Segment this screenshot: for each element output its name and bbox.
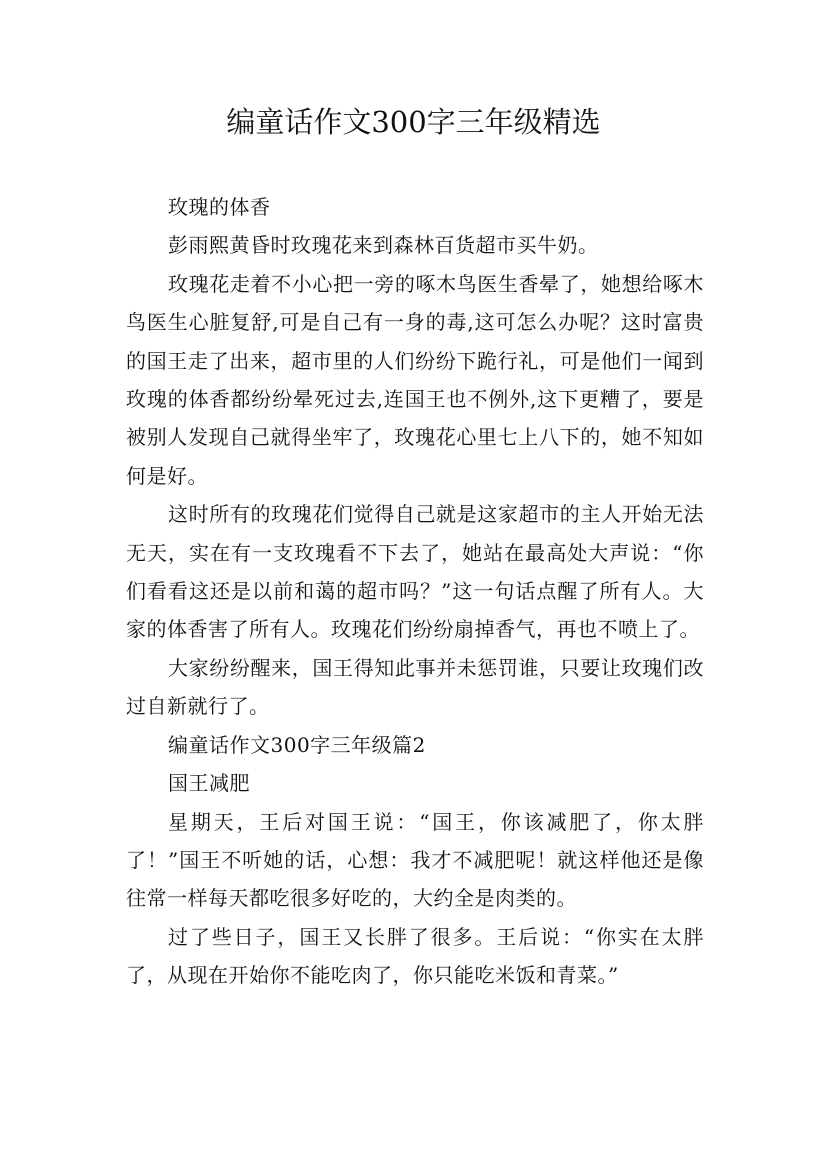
- paragraph: 玫瑰花走着不小心把一旁的啄木鸟医生香晕了，她想给啄木鸟医生心脏复舒,可是自己有一身的毒,这可怎么办呢？这时富贵的国王走了出来，超市里的人们纷纷下跪行礼，可是他们一闻到玫瑰的体香都纷纷晕死过去,连国王也不例外,这下更糟了，要是被别人发现自己就得坐牢了，玫瑰花心里七上八下的，她不知如何是好。: [126, 271, 704, 488]
- story-title-king-diet: 国王减肥: [168, 771, 250, 796]
- section-heading-part-2: 编童话作文300字三年级篇2: [168, 732, 426, 757]
- paragraph: 大家纷纷醒来，国王得知此事并未惩罚谁，只要让玫瑰们改过自新就行了。: [126, 655, 704, 719]
- paragraph: 星期天，王后对国王说：“国王，你该减肥了，你太胖了！”国王不听她的话，心想：我才不减肥呢！就这样他还是像往常一样每天都吃很多好吃的，大约全是肉类的。: [126, 809, 704, 911]
- document-title: 编童话作文300字三年级精选: [226, 105, 601, 139]
- paragraph: 这时所有的玫瑰花们觉得自己就是这家超市的主人开始无法无天，实在有一支玫瑰看不下去了，她站在最高处大声说：“你们看看这还是以前和蔼的超市吗？”这一句话点醒了所有人。大家的体香害了所有人。玫瑰花们纷纷扇掉香气，再也不喷上了。: [126, 502, 704, 642]
- paragraph: 彭雨熙黄昏时玫瑰花来到森林百货超市买牛奶。: [168, 233, 599, 258]
- section-heading-rose: 玫瑰的体香: [168, 195, 271, 219]
- document-body: [126, 188, 704, 995]
- paragraph: 过了些日子，国王又长胖了很多。王后说：“你实在太胖了，从现在开始你不能吃肉了，你只能吃米饭和青菜。”: [126, 924, 704, 988]
